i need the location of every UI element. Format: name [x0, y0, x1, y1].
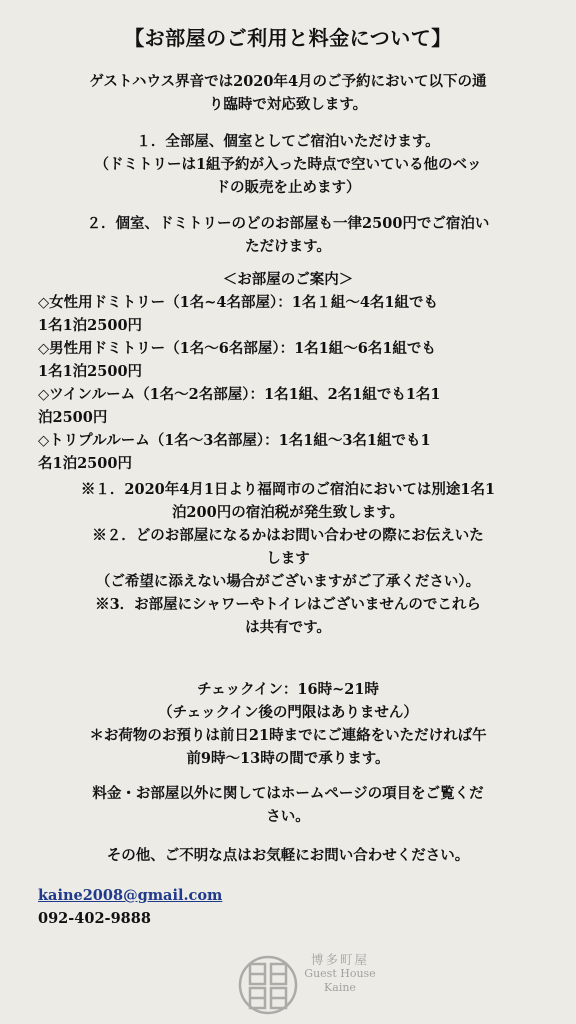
room-item: ◇女性用ドミトリー（1名~4名部屋）：1名１組〜4名1組でも 1名1泊2500円	[38, 294, 438, 334]
room-guide-heading: ＜お部屋のご案内＞	[222, 271, 354, 288]
checkin-info: チェックイン：16時~21時 （チェックイン後の門限はありません） ＊お荷物のお預りは前日21時までにご連絡をいただければ午 前9時〜13時の間で承ります。	[89, 681, 487, 767]
kaine-logo	[238, 950, 378, 1022]
note-item: ※２．どのお部屋になるかはお問い合わせの際にお伝えいた します （ご希望に添えない場合がございますがご了承ください）。	[92, 527, 484, 590]
note-item: ※１．2020年4月1日より福岡市のご宿泊においては別途1名1 泊200円の宿泊税が発生致します。	[80, 481, 496, 521]
other-info: 料金・お部屋以外に関してはホームページの項目をご覧くだ さい。	[92, 785, 484, 825]
room-item: ◇男性用ドミトリー（1名〜6名部屋）：1名1組〜6名1組でも 1名1泊2500円	[38, 340, 436, 380]
note-item: ※3．お部屋にシャワーやトイレはございませんのでこれら は共有です。	[95, 596, 481, 636]
point-1: １．全部屋、個室としてご宿泊いただけます。 （ドミトリーは1組予約が入った時点で空いている他のベッ ドの販売を止めます）	[94, 133, 482, 196]
logo-text: 博多町屋 Guest House Kaine	[304, 952, 376, 994]
room-guide	[38, 268, 538, 475]
kaine-logo-icon	[238, 950, 298, 1020]
notes	[38, 478, 538, 639]
email-link[interactable]: kaine2008@gmail.com	[38, 887, 223, 904]
intro-text: ゲストハウス界音では2020年4月のご予約において以下の通 り臨時で対応致します。	[89, 73, 487, 113]
contact-note: その他、ご不明な点はお気軽にお問い合わせください。	[106, 847, 470, 864]
point-2: ２．個室、ドミトリーのどのお部屋も一律2500円でご宿泊い ただけます。	[86, 215, 490, 255]
page-title: 【お部屋のご利用と料金について】	[124, 26, 452, 50]
room-item: ◇ツインルーム（1名〜2名部屋）：1名1組、2名1組でも1名1 泊2500円	[38, 386, 441, 426]
contact-info	[38, 884, 538, 930]
room-item: ◇トリプルルーム（1名〜3名部屋）：1名1組〜3名1組でも1 名1泊2500円	[38, 432, 431, 472]
phone-number: 092-402-9888	[38, 910, 151, 927]
